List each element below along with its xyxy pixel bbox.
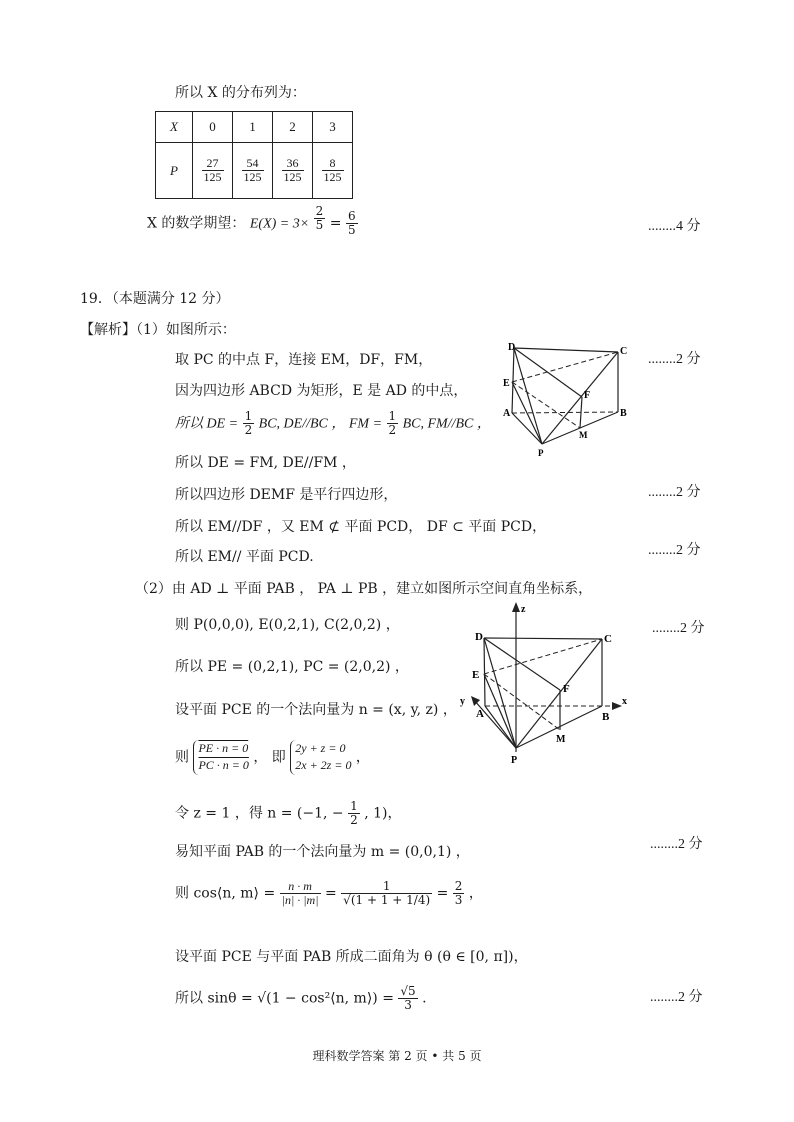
vertex-label: D — [475, 631, 483, 643]
axis-label: x — [622, 696, 627, 707]
score-mark: ........2 分 — [648, 352, 701, 367]
vertex-label: M — [579, 430, 588, 440]
score-mark: ........2 分 — [648, 543, 701, 558]
score-mark: ........2 分 — [650, 990, 703, 1005]
p2-line3: 所以 PE = (0,2,1), PC = (2,0,2) ， — [175, 659, 409, 675]
score-mark: ........4 分 — [648, 219, 701, 234]
p1-line7: 所以 EM// 平面 PCD. — [175, 549, 314, 565]
vertex-label: C — [620, 346, 628, 357]
vertex-label: B — [620, 408, 627, 419]
p2-line10: 所以 sinθ = √(1 − cos²⟨n, m⟩) = $\frac{√5}{3}$ . — [175, 984, 427, 1013]
z-axis-arrowhead — [512, 602, 520, 612]
dist-intro: 所以 X 的分布列为： — [175, 85, 306, 101]
vertex-label: A — [503, 408, 511, 419]
p1-line4: 所以 DE = FM, DE//FM ， — [175, 455, 356, 471]
p2-line7: 易知平面 PAB 的一个法向量为 m = (0,0,1) ， — [175, 844, 470, 860]
vertex-label: P — [538, 448, 544, 458]
distribution-table — [155, 111, 353, 199]
table-cell: $\frac{8}{125}$ — [313, 143, 353, 199]
p2-line8: 则 cos⟨n, m⟩ = $\frac{n \cdot m}{|n| \cdot |m|}$ = $\frac{1}{√(1 + 1 + 1/4)}$ = $\frac{2}{3}$ ， — [175, 879, 483, 908]
table-cell: P — [156, 143, 193, 199]
vertex-label: D — [508, 342, 516, 353]
vertex-label: E — [503, 378, 510, 389]
table-cell: 3 — [313, 112, 353, 143]
vertex-label: F — [584, 390, 591, 401]
table-cell: 0 — [193, 112, 233, 143]
p2-line4: 设平面 PCE 的一个法向量为 n = (x, y, z) ， — [175, 702, 457, 718]
p1-line3: 所以 DE = $\frac{1}{2}$ BC, DE//BC ， FM = $\frac{1}{2}$ BC, FM//BC ， — [175, 409, 491, 438]
vertex-label: C — [604, 633, 612, 645]
p1-line2: 因为四边形 ABCD 为矩形，E 是 AD 的中点， — [175, 383, 468, 399]
prism-figure-1 — [498, 340, 638, 460]
score-mark: ........2 分 — [652, 621, 705, 636]
p2-line6: 令 z = 1 ，得 n = (−1, − $\frac{1}{2}$ , 1)， — [175, 799, 402, 828]
question-title: 19．（本题满分 12 分） — [80, 291, 230, 307]
axis-label: y — [460, 696, 465, 707]
vertex-label: A — [476, 708, 484, 720]
table-cell: 1 — [233, 112, 273, 143]
vertex-label: B — [602, 711, 610, 723]
vertex-label: M — [556, 734, 566, 745]
score-mark: ........2 分 — [650, 837, 703, 852]
p2-line1: （2）由 AD ⊥ 平面 PAB ， PA ⊥ PB ，建立如图所示空间直角坐标系， — [135, 581, 593, 597]
vertex-label: F — [563, 683, 570, 695]
axis-label: z — [521, 604, 526, 615]
table-cell: 2 — [273, 112, 313, 143]
table-cell: X — [156, 112, 193, 143]
p2-line9: 设平面 PCE 与平面 PAB 所成二面角为 θ (θ ∈ [0, π])， — [175, 949, 528, 965]
analysis-heading: 【解析】（1）如图所示： — [80, 322, 236, 338]
prism-figure-2 — [456, 602, 636, 767]
page-footer: 理科数学答案 第 2 页 • 共 5 页 — [312, 1049, 482, 1063]
table-cell: $\frac{27}{125}$ — [193, 143, 233, 199]
p1-line6: 所以 EM//DF ，又 EM ⊄ 平面 PCD， DF ⊂ 平面 PCD， — [175, 519, 547, 535]
score-mark: ........2 分 — [648, 485, 701, 500]
p1-line5: 所以四边形 DEMF 是平行四边形， — [175, 487, 398, 503]
vertex-label: P — [511, 755, 518, 766]
table-cell: $\frac{54}{125}$ — [233, 143, 273, 199]
x-axis-arrowhead — [612, 702, 622, 710]
table-cell: $\frac{36}{125}$ — [273, 143, 313, 199]
vertex-label: E — [472, 669, 480, 681]
p1-line1: 取 PC 的中点 F，连接 EM，DF，FM， — [175, 352, 433, 368]
expectation-line: X 的数学期望： E(X) = 3× $\frac{2}{5}$ = $\frac{6}{5}$ — [147, 204, 356, 238]
p2-line5: 则 $\frac{PE \cdot n = 0}{PC \cdot n = 0}$ ， 即 2y + z = 0 2x + 2z = 0 ， — [175, 740, 370, 775]
p2-line2: 则 P(0,0,0), E(0,2,1), C(2,0,2) ， — [175, 617, 400, 633]
